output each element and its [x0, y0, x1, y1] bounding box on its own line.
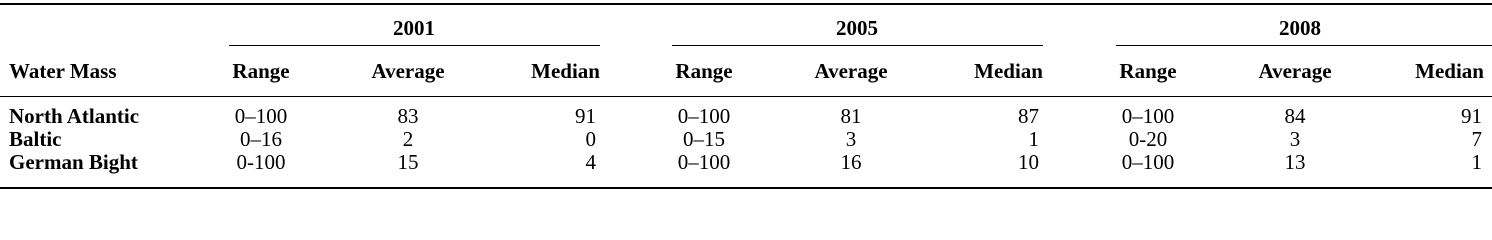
median-2008: 7	[1471, 127, 1482, 151]
year-header-2008: 2008	[1279, 16, 1321, 40]
median-header-2001: Median	[531, 59, 600, 83]
median-2001: 91	[575, 104, 596, 128]
average-header-2005: Average	[814, 59, 888, 83]
year-header-2001: 2001	[393, 16, 435, 40]
median-2008: 91	[1461, 104, 1482, 128]
range-2001: 0–100	[234, 104, 288, 128]
year-rule-2001	[229, 45, 600, 46]
average-2005: 3	[845, 127, 857, 151]
range-2005: 0–15	[683, 127, 725, 151]
row-label: Baltic	[9, 127, 62, 151]
year-rule-2008	[1116, 45, 1492, 46]
range-2005: 0–100	[677, 150, 731, 174]
row-label: German Bight	[9, 150, 138, 174]
average-2008: 3	[1289, 127, 1301, 151]
median-2001: 4	[585, 150, 596, 174]
median-2001: 0	[585, 127, 596, 151]
median-header-2005: Median	[974, 59, 1043, 83]
range-2005: 0–100	[677, 104, 731, 128]
average-header-2008: Average	[1258, 59, 1332, 83]
range-2001: 0–16	[240, 127, 282, 151]
average-2001: 83	[397, 104, 419, 128]
water-mass-header: Water Mass	[9, 59, 117, 83]
average-header-2001: Average	[371, 59, 445, 83]
table-top-rule	[0, 3, 1492, 5]
year-rule-2005	[672, 45, 1043, 46]
header-bottom-rule	[0, 96, 1492, 97]
range-header-2001: Range	[232, 59, 290, 83]
range-header-2008: Range	[1119, 59, 1177, 83]
median-header-2008: Median	[1415, 59, 1484, 83]
average-2008: 13	[1284, 150, 1306, 174]
average-2008: 84	[1284, 104, 1306, 128]
range-header-2005: Range	[675, 59, 733, 83]
average-2001: 2	[402, 127, 414, 151]
median-2005: 1	[1028, 127, 1039, 151]
year-header-2005: 2005	[836, 16, 878, 40]
median-2008: 1	[1471, 150, 1482, 174]
table-bottom-rule	[0, 187, 1492, 189]
range-2008: 0–100	[1121, 104, 1175, 128]
median-2005: 10	[1018, 150, 1039, 174]
range-2008: 0–100	[1121, 150, 1175, 174]
median-2005: 87	[1018, 104, 1039, 128]
average-2001: 15	[397, 150, 419, 174]
range-2001: 0-100	[236, 150, 286, 174]
row-label: North Atlantic	[9, 104, 140, 128]
range-2008: 0-20	[1128, 127, 1168, 151]
average-2005: 16	[840, 150, 862, 174]
average-2005: 81	[840, 104, 862, 128]
